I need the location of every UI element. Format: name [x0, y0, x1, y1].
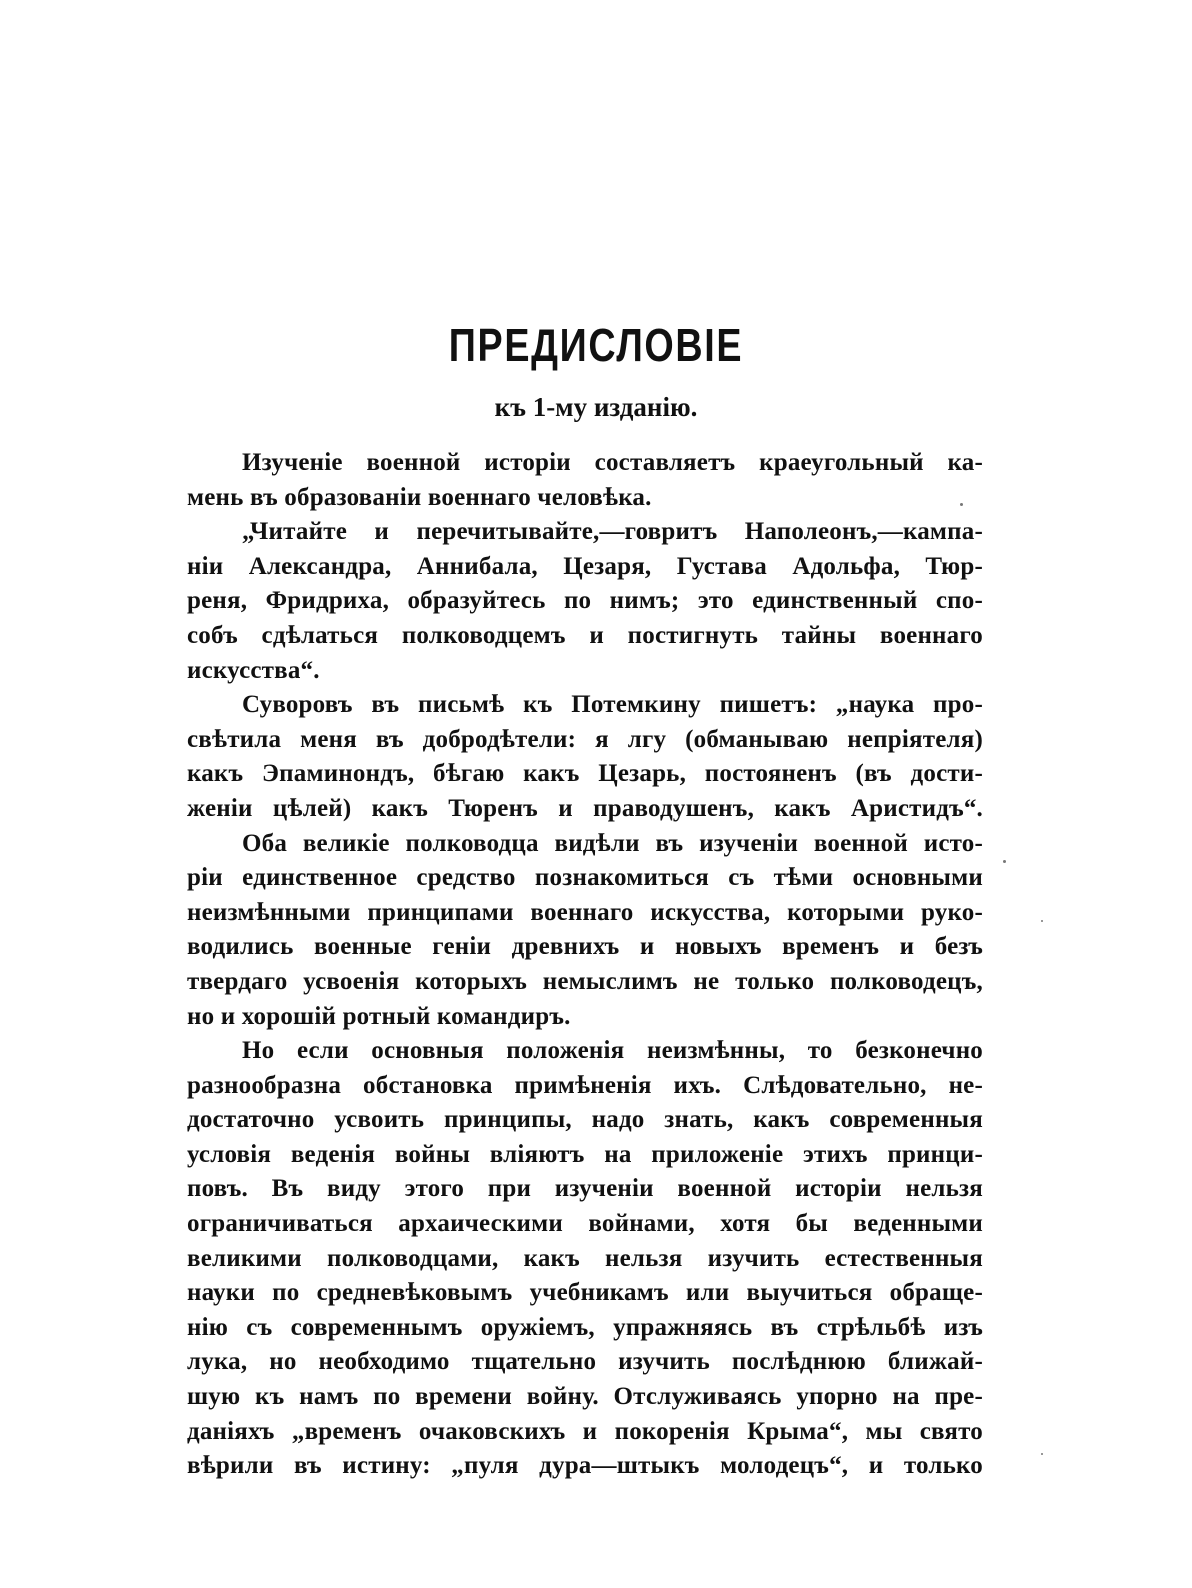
text-line: свѣтила меня въ добродѣтели: я лгу (обманываю непріятеля) — [187, 725, 983, 753]
text-line: ограничиваться архаическими войнами, хотя бы веденными — [187, 1210, 983, 1238]
text-line: Суворовъ въ письмѣ къ Потемкину пишетъ: „наука про- — [242, 691, 983, 719]
text-line: науки по средневѣковымъ учебникамъ или выучиться обраще- — [187, 1279, 983, 1307]
text-line: твердаго усвоенія которыхъ немыслимъ не только полководецъ, — [187, 967, 983, 995]
text-line: повъ. Въ виду этого при изученіи военной исторіи нельзя — [187, 1175, 983, 1203]
text-line: Оба великіе полководца видѣли въ изученіи военной исто- — [242, 829, 983, 857]
scan-speck — [1041, 920, 1043, 922]
text-line: женіи цѣлей) какъ Тюренъ и праводушенъ, какъ Аристидъ“. — [187, 794, 983, 822]
text-line: водились военные геніи древнихъ и новыхъ временъ и безъ — [187, 933, 983, 961]
text-line: Но если основныя положенія неизмѣнны, то безконечно — [242, 1037, 983, 1065]
page-title: ПРЕДИСЛОВІЕ — [448, 319, 744, 371]
text-line: „Читайте и перечитывайте,—говритъ Наполеонъ,—кампа- — [242, 518, 983, 546]
text-line: разнообразна обстановка примѣненія ихъ. Слѣдовательно, не- — [187, 1071, 983, 1099]
text-line: ріи единственное средство познакомиться съ тѣми основными — [187, 864, 983, 892]
text-line: достаточно усвоить принципы, надо знать, какъ современныя — [187, 1106, 983, 1134]
text-line: какъ Эпаминондъ, бѣгаю какъ Цезарь, постояненъ (въ дости- — [187, 760, 983, 788]
page-subtitle: къ 1-му изданію. — [494, 392, 698, 422]
text-line: вѣрили въ истину: „пуля дура—штыкъ молодецъ“, и только — [187, 1452, 983, 1480]
text-line: искусства“. — [187, 656, 320, 684]
text-line: великими полководцами, какъ нельзя изучить естественныя — [187, 1244, 983, 1272]
text-line: реня, Фридриха, образуйтесь по нимъ; это единственный спо- — [187, 587, 983, 615]
body-text — [187, 446, 983, 1484]
text-line: но и хорошій ротный командиръ. — [187, 1002, 571, 1030]
text-line: условія веденія войны вліяютъ на приложеніе этихъ принци- — [187, 1140, 983, 1168]
text-line: ніи Александра, Аннибала, Цезаря, Густава Адольфа, Тюр- — [187, 552, 983, 580]
scan-speck — [960, 503, 963, 506]
text-line: нію съ современнымъ оружіемъ, упражняясь въ стрѣльбѣ изъ — [187, 1313, 983, 1341]
text-line: шую къ намъ по времени войну. Отслуживаясь упорно на пре- — [187, 1383, 983, 1411]
text-line: неизмѣнными принципами военнаго искусства, которыми руко- — [187, 898, 983, 926]
text-line: Изученіе военной исторіи составляетъ краеугольный ка- — [242, 449, 983, 476]
text-line: лука, но необходимо тщательно изучить послѣднюю ближай- — [187, 1348, 983, 1376]
scan-speck — [1041, 1453, 1043, 1455]
text-line: собъ сдѣлаться полководцемъ и постигнуть тайны военнаго — [187, 621, 983, 649]
text-line: даніяхъ „временъ очаковскихъ и покоренія Крыма“, мы свято — [187, 1417, 983, 1445]
text-line: мень въ образованіи военнаго человѣка. — [187, 483, 652, 511]
scan-speck — [1003, 860, 1006, 863]
